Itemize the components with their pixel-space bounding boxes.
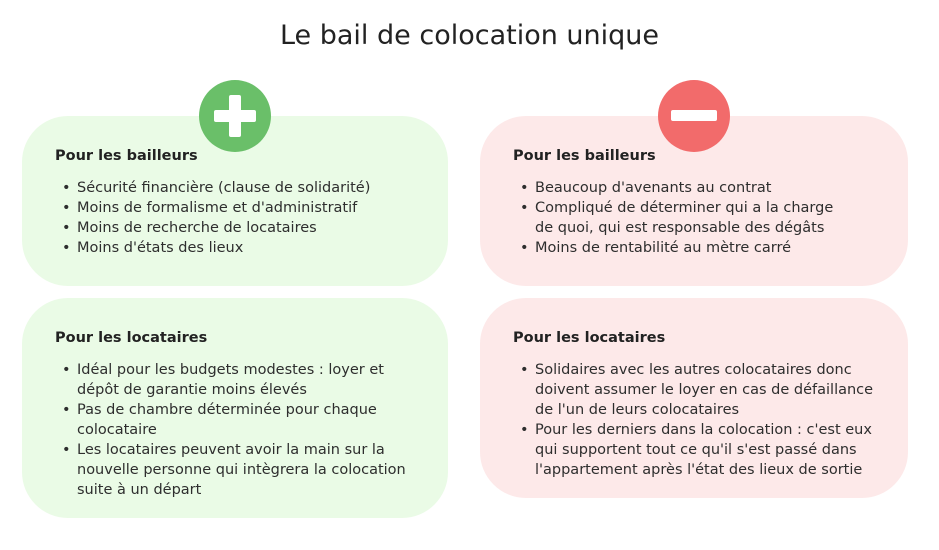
card-heading: Pour les bailleurs (55, 148, 198, 164)
list-item: • Compliqué de déterminer qui a la charge de quoi, qui est responsable des dégâts (535, 198, 855, 238)
card-heading: Pour les locataires (55, 330, 208, 346)
list-item: • Moins de rentabilité au mètre carré (535, 238, 855, 258)
cons-locataires-card (480, 298, 908, 498)
minus-icon (658, 80, 730, 152)
page-title: Le bail de colocation unique (279, 20, 660, 51)
list-item: • Les locataires peuvent avoir la main sur la nouvelle personne qui intègrera la colocation suite à un départ (77, 440, 417, 500)
plus-icon (199, 80, 271, 152)
points-list (513, 360, 875, 480)
list-item: • Beaucoup d'avenants au contrat (535, 178, 855, 198)
points-list (55, 360, 417, 500)
minus-icon-glyph (658, 80, 730, 152)
list-item: • Moins d'états des lieux (77, 238, 418, 258)
list-item: • Pour les derniers dans la colocation : c'est eux qui supportent tout ce qu'il s'est passé dans l'appartement après l'état des lieux de sortie (535, 420, 875, 480)
list-item: • Pas de chambre déterminée pour chaque colocataire (77, 400, 417, 440)
list-item: • Solidaires avec les autres colocataires donc doivent assumer le loyer en cas de défaillance de l'un de leurs colocataires (535, 360, 875, 420)
points-list (513, 178, 855, 258)
card-heading: Pour les bailleurs (513, 148, 656, 164)
pros-locataires-card (22, 298, 448, 518)
list-item: • Moins de formalisme et d'administratif (77, 198, 418, 218)
list-item: • Moins de recherche de locataires (77, 218, 418, 238)
card-heading: Pour les locataires (513, 330, 666, 346)
plus-icon-glyph (199, 80, 271, 152)
points-list (55, 178, 418, 258)
list-item: • Sécurité financière (clause de solidarité) (77, 178, 418, 198)
list-item: • Idéal pour les budgets modestes : loyer et dépôt de garantie moins élevés (77, 360, 417, 400)
